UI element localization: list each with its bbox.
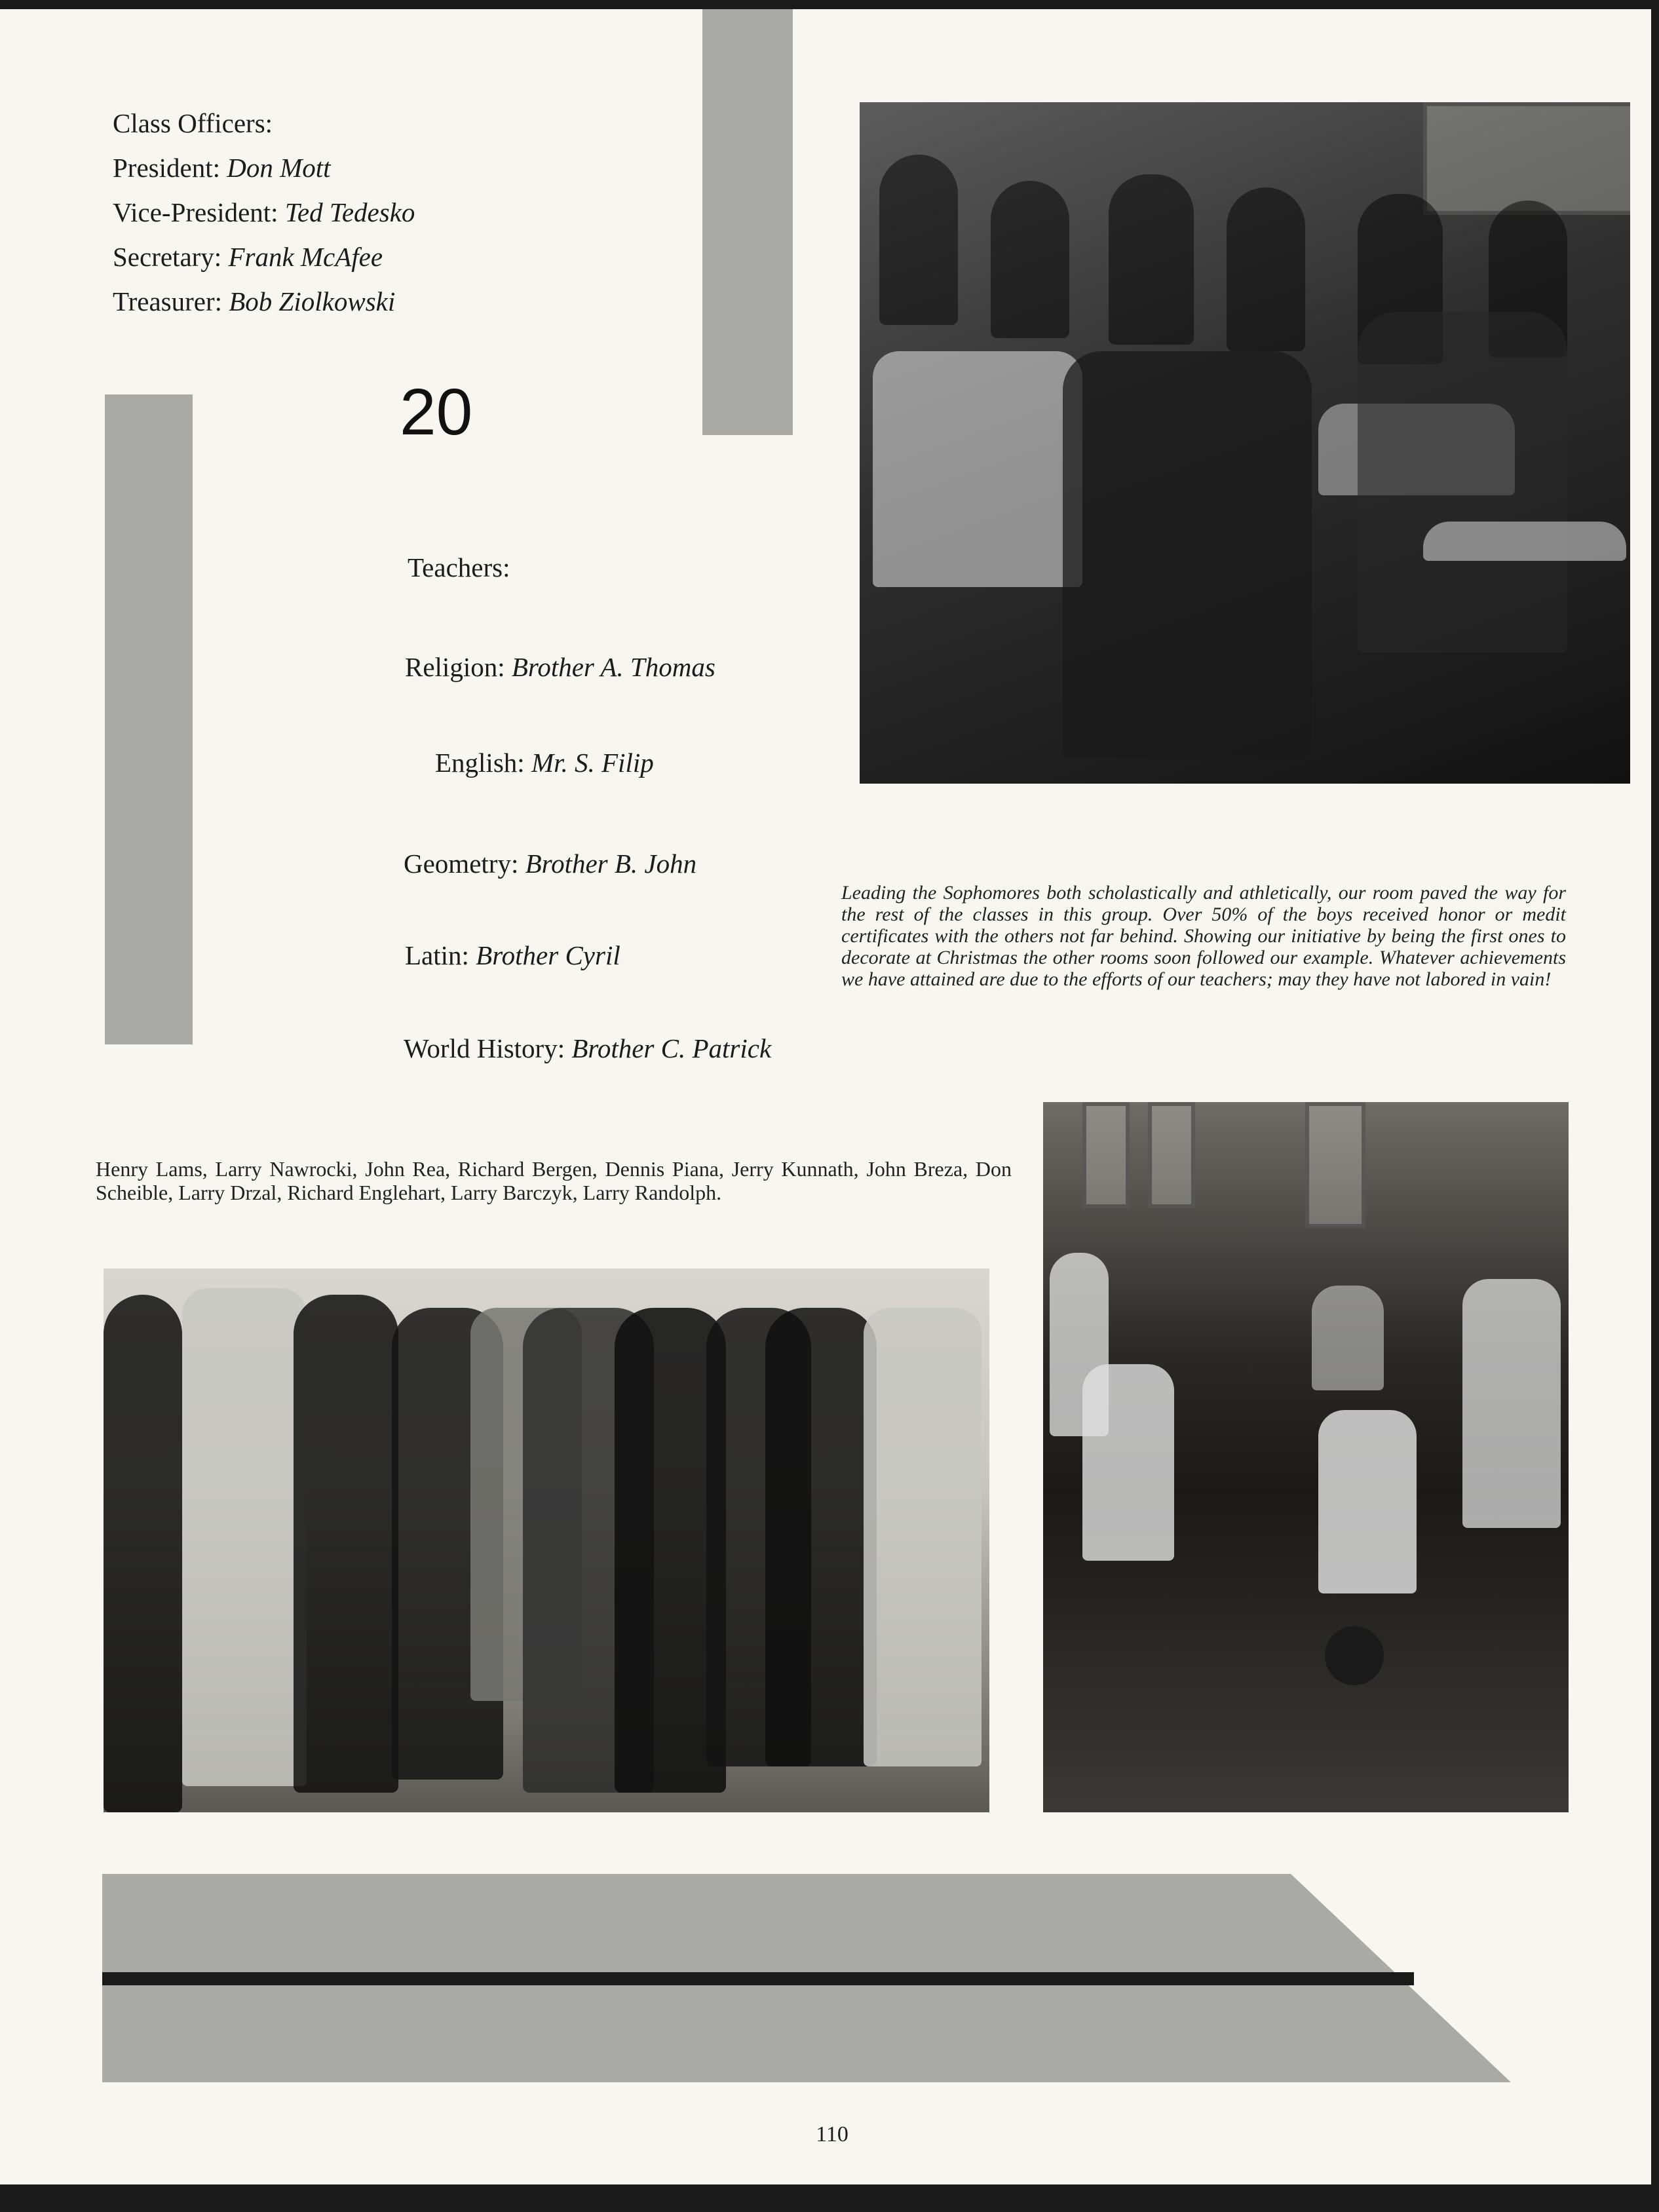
officer-vice-president: Vice-President: Ted Tedesko bbox=[113, 197, 415, 227]
teacher-religion: Religion: Brother A. Thomas bbox=[405, 652, 715, 682]
gym-basketball-photo bbox=[1043, 1102, 1569, 1812]
room-number: 20 bbox=[400, 375, 473, 449]
officers-heading: Class Officers: bbox=[113, 108, 273, 138]
officer-treasurer: Treasurer: Bob Ziolkowski bbox=[113, 286, 396, 316]
teacher-english: English: Mr. S. Filip bbox=[435, 748, 654, 778]
decorative-bar-left bbox=[105, 394, 193, 1044]
decorative-rule bbox=[102, 1972, 1414, 1985]
yearbook-page bbox=[0, 9, 1651, 2184]
officer-secretary: Secretary: Frank McAfee bbox=[113, 242, 383, 272]
teacher-world-history: World History: Brother C. Patrick bbox=[404, 1033, 772, 1063]
classroom-photo bbox=[860, 102, 1630, 784]
class-officers bbox=[113, 101, 702, 324]
page-number: 110 bbox=[816, 2122, 849, 2146]
officer-president: President: Don Mott bbox=[113, 153, 331, 183]
teacher-latin: Latin: Brother Cyril bbox=[405, 940, 620, 970]
group-photo-caption: Henry Lams, Larry Nawrocki, John Rea, Richard Bergen, Dennis Piana, Jerry Kunnath, John Breza, Don Scheible, Larry Drzal, Richard Englehart, Larry Barczyk, Larry Randolph. bbox=[96, 1157, 1012, 1204]
decorative-bar-top bbox=[702, 9, 793, 435]
class-description: Leading the Sophomores both scholastically and athletically, our room paved the way for the rest of the classes in this group. Over 50% of the boys received honor or medit certificates with the others not far behind. Showing our initiative by being the first ones to decorate at Christmas the other rooms soon followed our example. Whatever achievements we have attained are due to the efforts of our teachers; may they have not labored in vain! bbox=[841, 882, 1566, 990]
group-photo bbox=[104, 1268, 989, 1812]
teachers-heading: Teachers: bbox=[408, 552, 510, 582]
teacher-geometry: Geometry: Brother B. John bbox=[404, 849, 697, 879]
